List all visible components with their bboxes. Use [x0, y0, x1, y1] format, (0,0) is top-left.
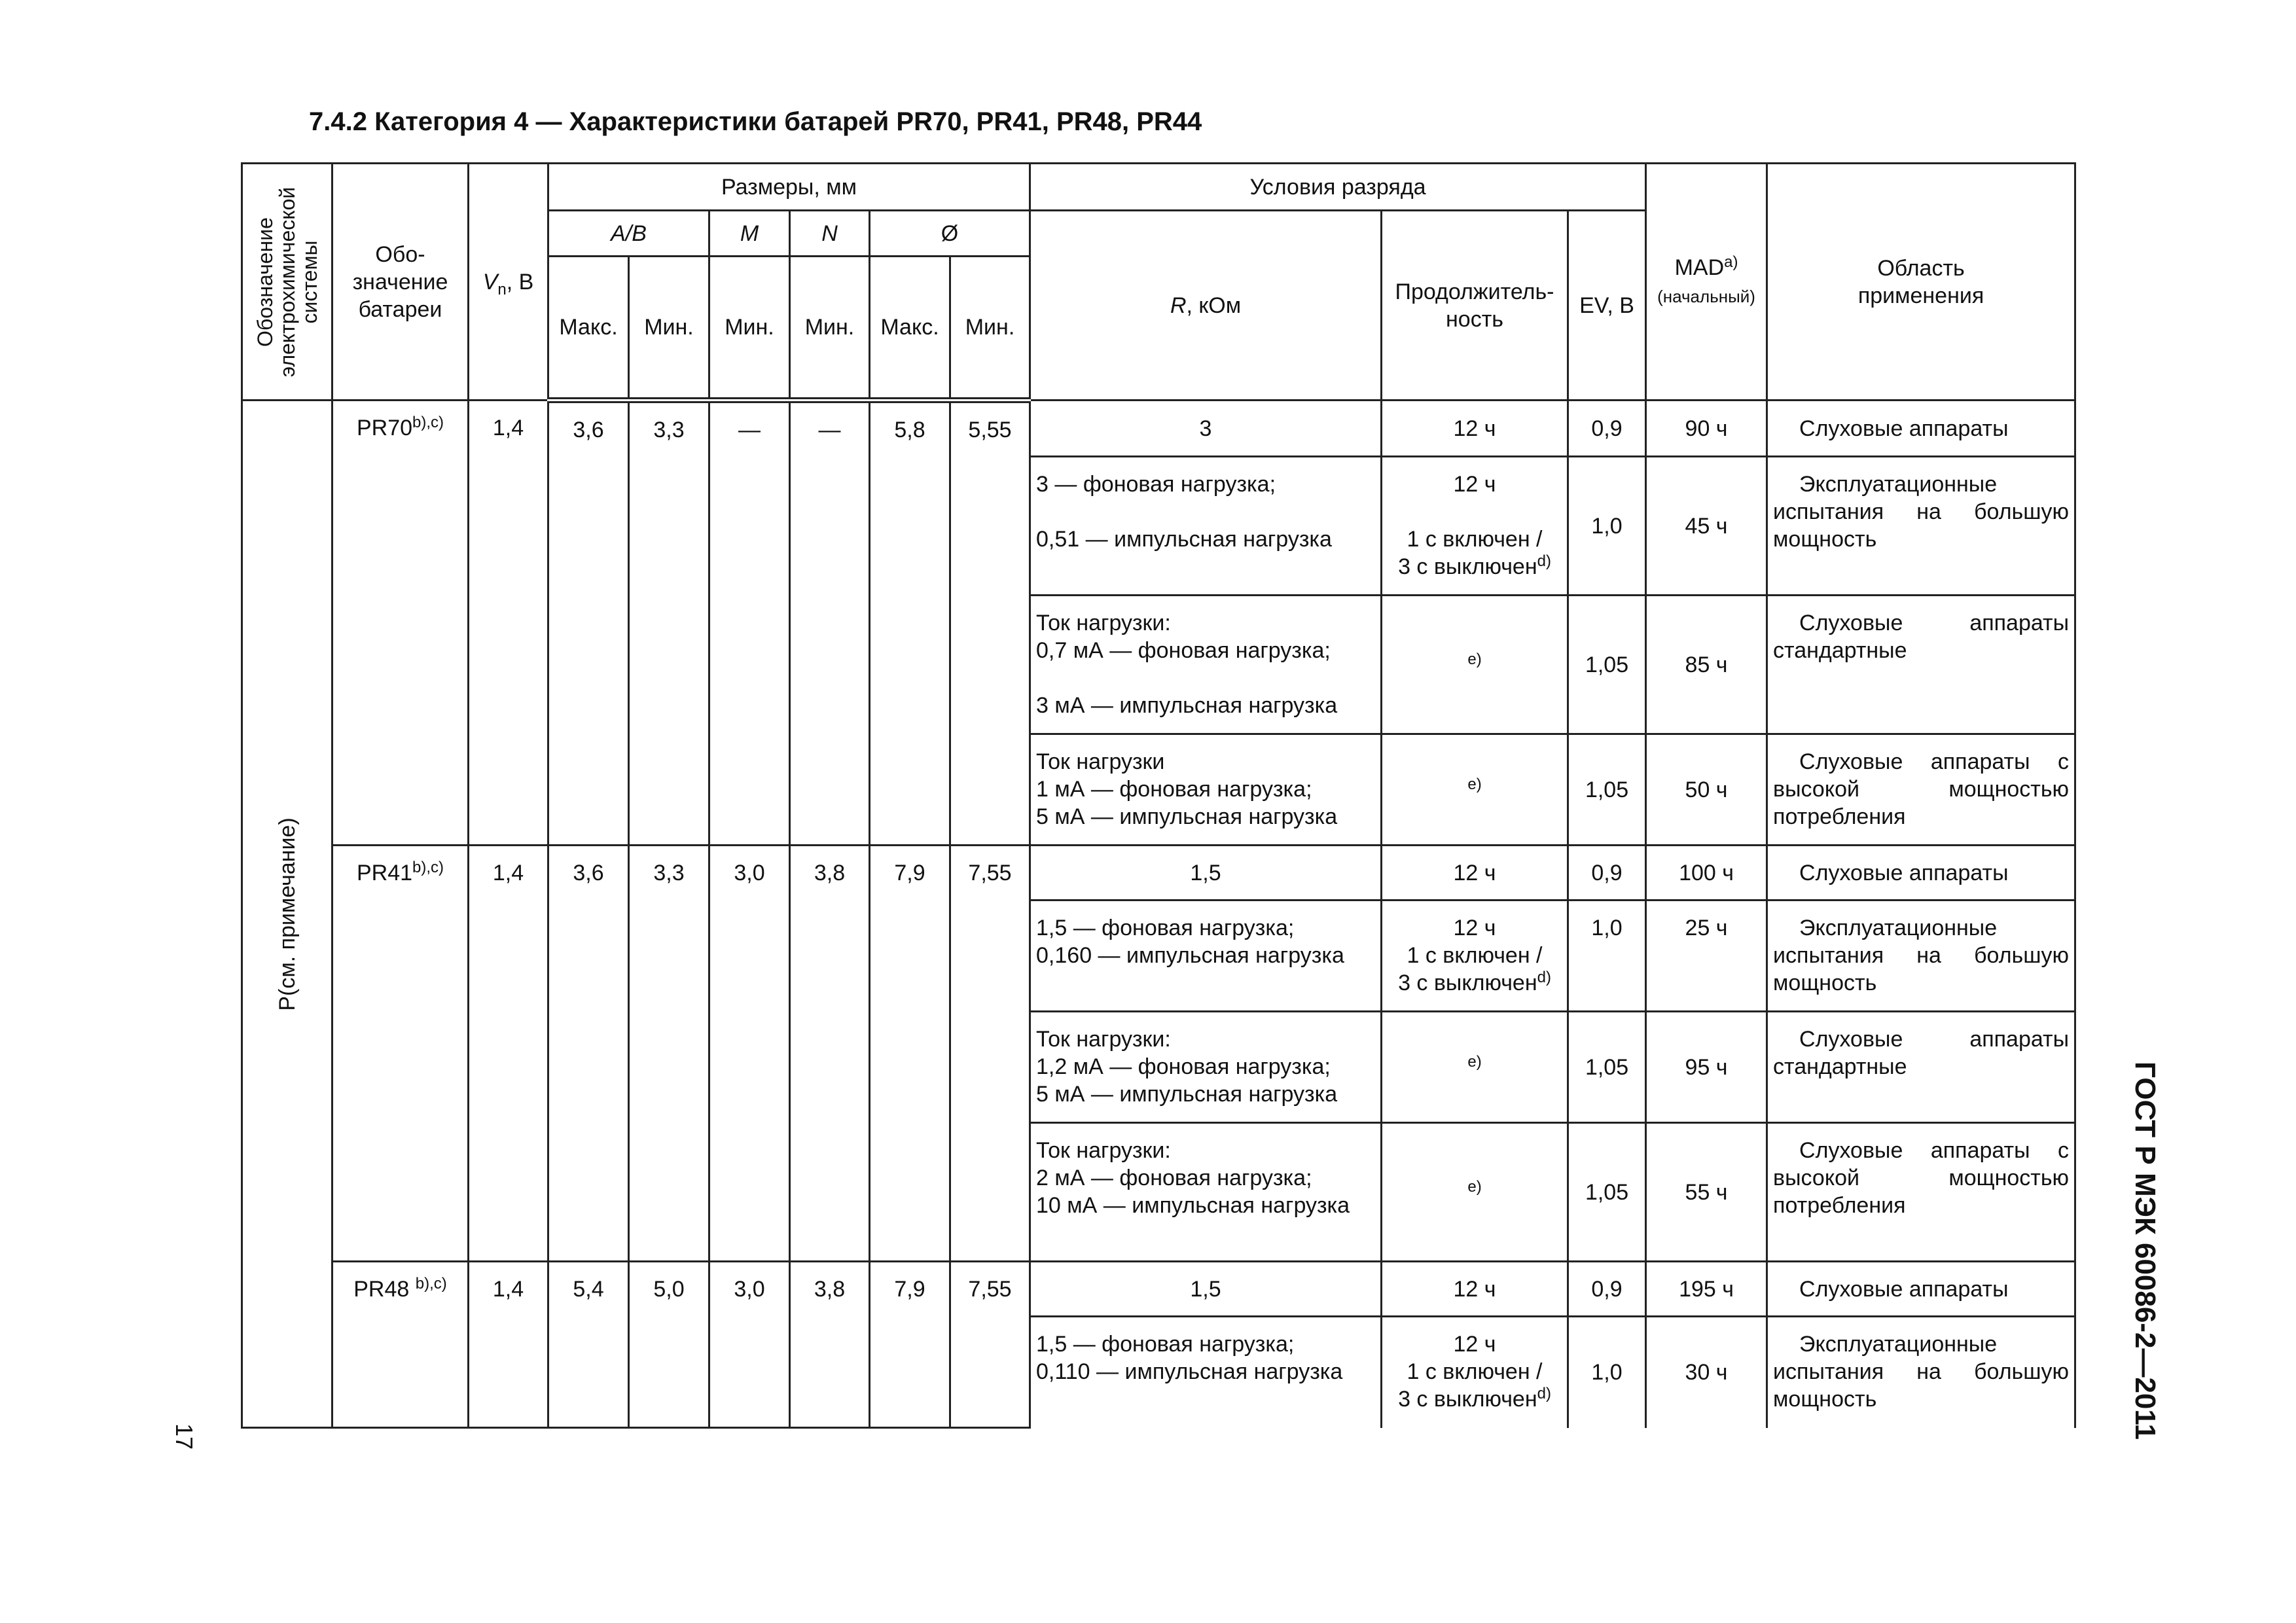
table-row: [242, 846, 2075, 901]
header-system-text: Обозначение электрохимической системы: [253, 187, 321, 377]
mad-cell: 45 ч: [1646, 457, 1767, 596]
mad-cell: 30 ч: [1646, 1317, 1767, 1428]
duration-line: 3 с выключен: [1398, 1387, 1537, 1412]
header-vn-symbol: V: [482, 269, 498, 294]
r-line: 3 мА — импульсная нагрузка: [1036, 693, 1338, 718]
mad-cell: 85 ч: [1646, 596, 1767, 734]
application-cell: Эксплуатационные испытания на большую мощность: [1767, 1317, 2075, 1428]
application-cell: Слуховые аппараты с высокой мощностью потребления: [1767, 734, 2075, 846]
r-cell: [1030, 734, 1382, 846]
r-cell: [1030, 596, 1382, 734]
header-d-min: Мин.: [950, 257, 1030, 401]
battery-name-cell: [332, 401, 469, 846]
r-line: 0,160 — импульсная нагрузка: [1036, 943, 1344, 968]
application-cell: Эксплуатационные испытания на большую мощность: [1767, 901, 2075, 1012]
battery-note: b),c): [415, 1275, 447, 1293]
header-mad-text: MAD: [1674, 255, 1725, 280]
header-mad-sup: a): [1724, 253, 1738, 271]
d-max-cell: 7,9: [870, 846, 950, 1262]
header-m: [709, 211, 790, 257]
ev-cell: 1,05: [1568, 596, 1646, 734]
battery-name: PR48: [353, 1277, 416, 1302]
mad-cell: 90 ч: [1646, 401, 1767, 457]
n-min-cell: —: [790, 401, 870, 846]
duration-note: e): [1467, 650, 1482, 668]
application-cell: Слуховые аппараты с высокой мощностью потребления: [1767, 1123, 2075, 1262]
page-number: 17: [171, 1423, 198, 1450]
ev-cell: 1,05: [1568, 1012, 1646, 1123]
system-cell: [242, 401, 332, 1428]
vn-cell: 1,4: [469, 1262, 548, 1428]
battery-name-cell: [332, 1262, 469, 1428]
duration-line: 12 ч: [1453, 1332, 1496, 1357]
ev-cell: 1,05: [1568, 734, 1646, 846]
r-line: 0,110 — импульсная нагрузка: [1036, 1359, 1343, 1384]
header-d-max: Макс.: [870, 257, 950, 401]
header-ab-max: Макс.: [548, 257, 629, 401]
duration-cell: [1382, 1317, 1568, 1428]
d-max-cell: 5,8: [870, 401, 950, 846]
ab-max-cell: 3,6: [548, 401, 629, 846]
table-row: [242, 401, 2075, 457]
r-line: 0,7 мА — фоновая нагрузка;: [1036, 638, 1331, 663]
n-min-cell: 3,8: [790, 1262, 870, 1428]
mad-cell: 25 ч: [1646, 901, 1767, 1012]
header-r-symbol: R: [1170, 293, 1187, 318]
application-cell: Слуховые аппараты стандартные: [1767, 1012, 2075, 1123]
r-line: Ток нагрузки:: [1036, 1027, 1171, 1052]
ab-min-cell: 3,3: [629, 846, 709, 1262]
r-cell: 1,5: [1030, 846, 1382, 901]
duration-note: d): [1537, 552, 1551, 570]
header-sizes: Размеры, мм: [548, 164, 1030, 211]
r-line: 3 — фоновая нагрузка;: [1036, 472, 1276, 497]
r-cell: 1,5: [1030, 1262, 1382, 1317]
header-ab-text: A/B: [611, 221, 647, 246]
header-vn-sub: n: [497, 280, 507, 298]
r-cell: [1030, 1123, 1382, 1262]
header-ev: EV, В: [1568, 211, 1646, 401]
header-mad-note: (начальный): [1657, 286, 1755, 306]
application-cell: Слуховые аппараты: [1767, 401, 2075, 457]
r-cell: [1030, 457, 1382, 596]
r-cell: [1030, 901, 1382, 1012]
application-cell: Слуховые аппараты: [1767, 1262, 2075, 1317]
r-line: Ток нагрузки: [1036, 749, 1165, 774]
header-system: [242, 164, 332, 401]
standard-code: ГОСТ Р МЭК 60086-2—2011: [2129, 1061, 2161, 1440]
application-cell: Слуховые аппараты стандартные: [1767, 596, 2075, 734]
battery-name-cell: [332, 846, 469, 1262]
duration-note: d): [1537, 969, 1551, 986]
battery-name: PR70: [356, 416, 413, 440]
r-line: Ток нагрузки:: [1036, 1138, 1171, 1163]
duration-cell: [1382, 901, 1568, 1012]
m-min-cell: 3,0: [709, 846, 790, 1262]
header-battery-text: Обо- значение батареи: [352, 241, 448, 322]
header-m-text: M: [740, 221, 759, 246]
d-min-cell: 5,55: [950, 401, 1030, 846]
ab-min-cell: 5,0: [629, 1262, 709, 1428]
battery-note: b),c): [412, 859, 444, 876]
mad-cell: 195 ч: [1646, 1262, 1767, 1317]
ev-cell: 1,05: [1568, 1123, 1646, 1262]
r-line: 1,2 мА — фоновая нагрузка;: [1036, 1054, 1331, 1079]
r-line: 1,5 — фоновая нагрузка;: [1036, 916, 1295, 940]
r-cell: [1030, 1317, 1382, 1428]
battery-name: PR41: [356, 861, 413, 885]
ev-cell: 1,0: [1568, 1317, 1646, 1428]
duration-cell: 12 ч: [1382, 401, 1568, 457]
duration-note: e): [1467, 1052, 1482, 1071]
battery-note: b),c): [412, 414, 444, 431]
r-line: 1 мА — фоновая нагрузка;: [1036, 777, 1312, 802]
header-duration: [1382, 211, 1568, 401]
duration-line: 12 ч: [1453, 472, 1496, 497]
duration-cell: [1382, 596, 1568, 734]
r-cell: 3: [1030, 401, 1382, 457]
ab-min-cell: 3,3: [629, 401, 709, 846]
duration-cell: [1382, 1123, 1568, 1262]
r-line: 0,51 — импульсная нагрузка: [1036, 527, 1332, 552]
m-min-cell: —: [709, 401, 790, 846]
header-application-text: Область применения: [1857, 255, 1984, 308]
mad-cell: 55 ч: [1646, 1123, 1767, 1262]
duration-line: 1 с включен /: [1407, 527, 1543, 552]
m-min-cell: 3,0: [709, 1262, 790, 1428]
r-line: 5 мА — импульсная нагрузка: [1036, 1082, 1338, 1107]
ev-cell: 1,0: [1568, 901, 1646, 1012]
header-n-text: N: [821, 221, 838, 246]
r-line: 2 мА — фоновая нагрузка;: [1036, 1166, 1312, 1190]
duration-line: 12 ч: [1453, 916, 1496, 940]
mad-cell: 95 ч: [1646, 1012, 1767, 1123]
d-max-cell: 7,9: [870, 1262, 950, 1428]
ev-cell: 1,0: [1568, 457, 1646, 596]
section-title: 7.4.2 Категория 4 — Характеристики батарей PR70, PR41, PR48, PR44: [309, 107, 1202, 136]
header-duration-text: Продолжитель- ность: [1395, 279, 1554, 332]
r-line: 1,5 — фоновая нагрузка;: [1036, 1332, 1295, 1357]
r-cell: [1030, 1012, 1382, 1123]
header-discharge: Условия разряда: [1030, 164, 1646, 211]
duration-cell: 12 ч: [1382, 1262, 1568, 1317]
duration-line: 3 с выключен: [1398, 554, 1537, 579]
r-line: Ток нагрузки:: [1036, 611, 1171, 635]
n-min-cell: 3,8: [790, 846, 870, 1262]
header-battery: [332, 164, 469, 401]
r-line: 10 мА — импульсная нагрузка: [1036, 1193, 1350, 1218]
system-label: P(см. примечание): [274, 817, 300, 1011]
ab-max-cell: 3,6: [548, 846, 629, 1262]
r-line: 5 мА — импульсная нагрузка: [1036, 804, 1338, 829]
application-cell: Слуховые аппараты: [1767, 846, 2075, 901]
vn-cell: 1,4: [469, 401, 548, 846]
header-ab-min: Мин.: [629, 257, 709, 401]
duration-note: d): [1537, 1385, 1551, 1402]
duration-line: 1 с включен /: [1407, 1359, 1543, 1384]
application-cell: Эксплуатационные испытания на большую мощность: [1767, 457, 2075, 596]
header-application: [1767, 164, 2075, 401]
header-vn: [469, 164, 548, 401]
header-n: [790, 211, 870, 257]
duration-note: e): [1467, 1177, 1482, 1196]
header-vn-unit: , В: [506, 269, 534, 294]
ev-cell: 0,9: [1568, 846, 1646, 901]
duration-cell: [1382, 734, 1568, 846]
duration-line: 3 с выключен: [1398, 971, 1537, 995]
header-m-min: Мин.: [709, 257, 790, 401]
duration-cell: [1382, 1012, 1568, 1123]
header-diam: Ø: [870, 211, 1030, 257]
battery-characteristics-table: [241, 162, 2076, 1429]
duration-note: e): [1467, 775, 1482, 793]
table-row: [242, 1262, 2075, 1317]
d-min-cell: 7,55: [950, 1262, 1030, 1428]
header-n-min: Мин.: [790, 257, 870, 401]
mad-cell: 50 ч: [1646, 734, 1767, 846]
vn-cell: 1,4: [469, 846, 548, 1262]
duration-line: 1 с включен /: [1407, 943, 1543, 968]
mad-cell: 100 ч: [1646, 846, 1767, 901]
header-r: [1030, 211, 1382, 401]
header-r-unit: , кОм: [1186, 293, 1242, 318]
d-min-cell: 7,55: [950, 846, 1030, 1262]
header-ab: [548, 211, 709, 257]
ab-max-cell: 5,4: [548, 1262, 629, 1428]
ev-cell: 0,9: [1568, 1262, 1646, 1317]
header-mad: [1646, 164, 1767, 401]
duration-cell: [1382, 457, 1568, 596]
ev-cell: 0,9: [1568, 401, 1646, 457]
duration-cell: 12 ч: [1382, 846, 1568, 901]
